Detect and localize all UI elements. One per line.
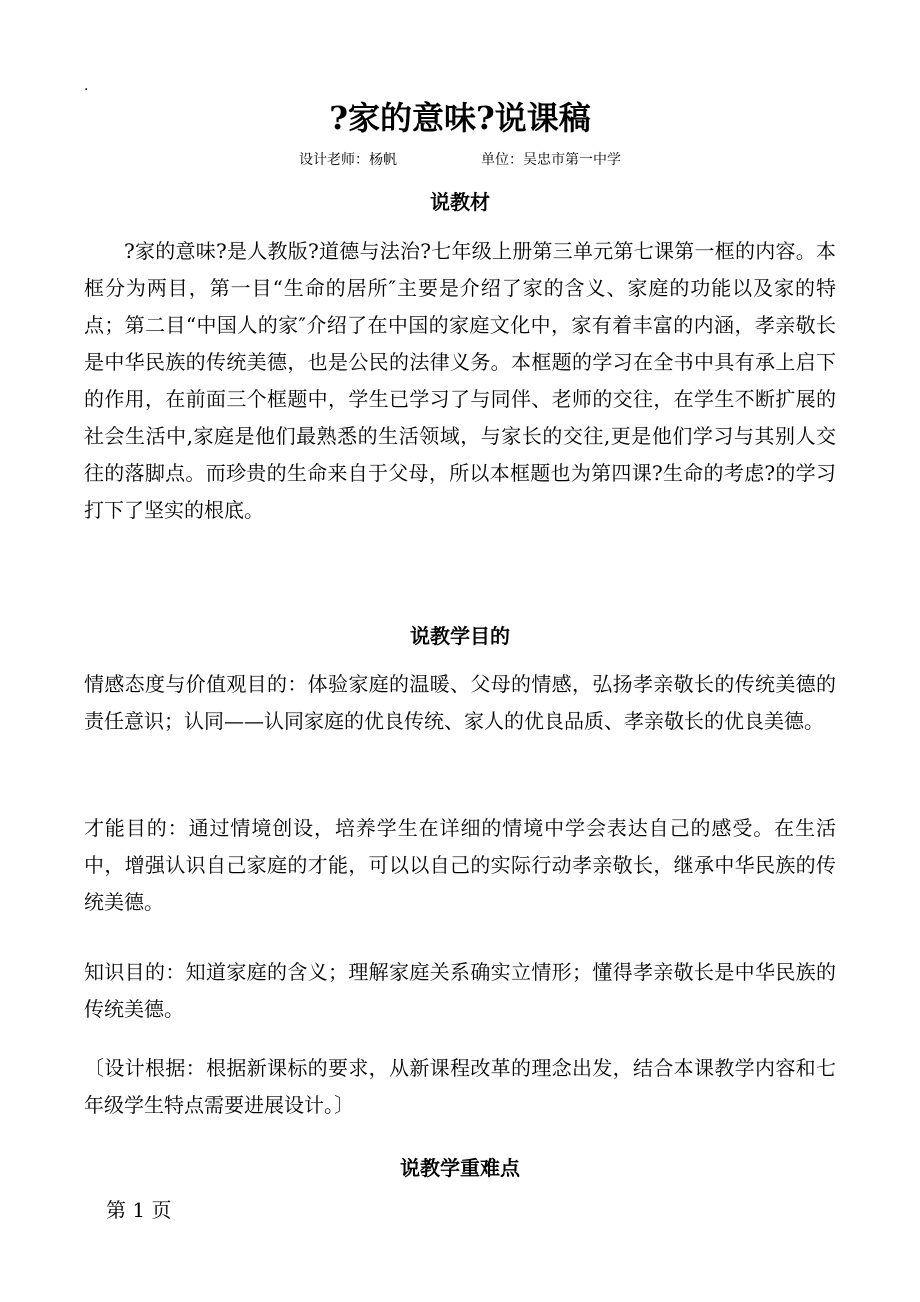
goal-emotion-paragraph: 情感态度与价值观目的：体验家庭的温暖、父母的情感，弘扬孝亲敬长的传统美德的责任意识；认同——认同家庭的优良传统、家人的优良品质、孝亲敬长的优良美德。 bbox=[84, 672, 836, 733]
design-basis-paragraph: 〔设计根据：根据新课标的要求，从新课程改革的理念出发，结合本课教学内容和七年级学生特点需要进展设计。〕 bbox=[84, 1056, 836, 1117]
goal-ability-paragraph: 才能目的：通过情境创设，培养学生在详细的情境中学会表达自己的感受。在生活中，增强认识自己家庭的才能，可以以自己的实际行动孝亲敬长，继承中华民族的传统美德。 bbox=[84, 816, 836, 914]
designer-text: 设计老师：杨帆 bbox=[299, 152, 397, 168]
unit-text: 单位：吴忠市第一中学 bbox=[481, 152, 621, 168]
material-paragraph: ?家的意味?是人教版?道德与法治?七年级上册第三单元第七课第一框的内容。本框分为两目，第一目“生命的居所″主要是介绍了家的含义、家庭的功能以及家的特点；第二目“中国人的家″介绍了在中国的家庭文化中，家有着丰富的内涵，孝亲敬长是中华民族的传统美德，也是公民的法律义务。本框题的学习在全书中具有承上启下的作用，在前面三个框题中，学生已学习了与同伴、老师的交往，在学生不断扩展的社会生活中,家庭是他们最熟悉的生活领域，与家长的交往,更是他们学习与其别人交往的落脚点。而珍贵的生命来自于父母，所以本框题也为第四课?生命的考虑?的学习打下了坚实的根底。 bbox=[84, 239, 836, 522]
goal-knowledge-paragraph: 知识目的：知道家庭的含义；理解家庭关系确实立情形；懂得孝亲敬长是中华民族的传统美德。 bbox=[84, 960, 836, 1021]
section-heading-goals: 说教学目的 bbox=[410, 624, 510, 648]
section-heading-material: 说教材 bbox=[430, 190, 490, 214]
page-title: ?家的意味?说课稿 bbox=[329, 99, 591, 137]
page-number: 第 1 页 bbox=[106, 1198, 172, 1222]
byline bbox=[0, 150, 920, 170]
section-heading-keypoints: 说教学重难点 bbox=[400, 1156, 520, 1180]
page-mark: . bbox=[84, 78, 89, 94]
